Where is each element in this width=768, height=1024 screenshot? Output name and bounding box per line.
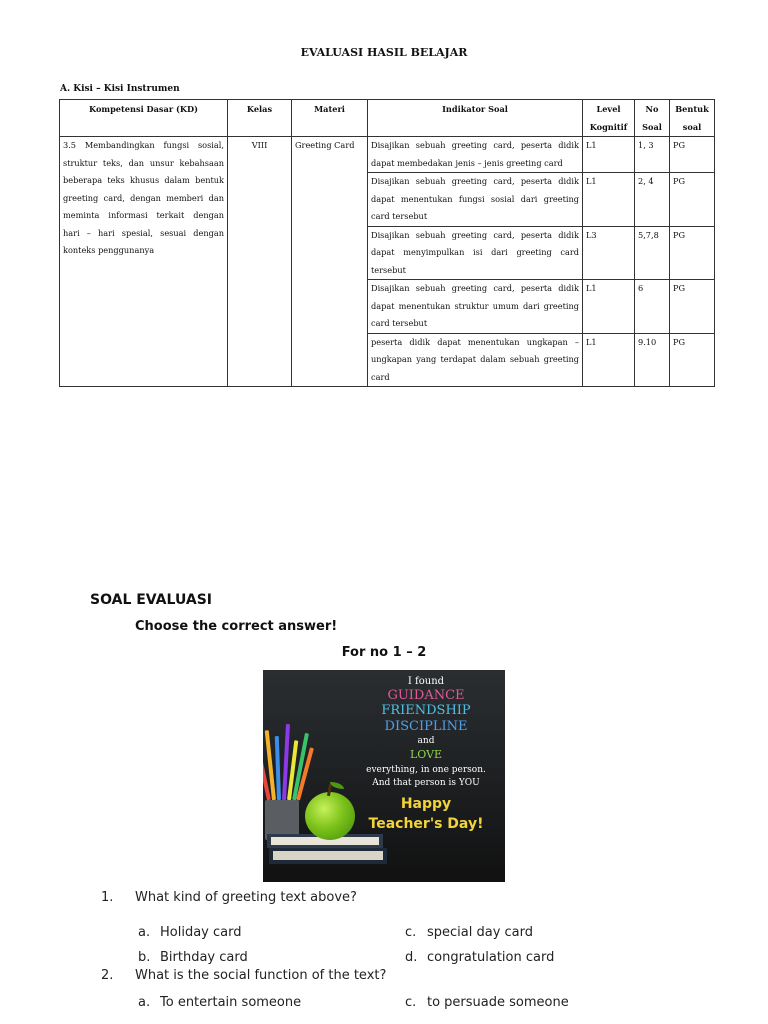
question-text: What is the social function of the text? bbox=[135, 968, 387, 983]
bentuk-cell: PG bbox=[670, 280, 715, 334]
card-line: And that person is YOU bbox=[372, 778, 480, 788]
option-text[interactable]: To entertain someone bbox=[160, 995, 302, 1010]
header-bentuk: Bentuk soal bbox=[670, 100, 715, 137]
no-soal-cell: 2, 4 bbox=[635, 173, 670, 227]
header-no-soal: No Soal bbox=[635, 100, 670, 137]
bentuk-cell: PG bbox=[670, 333, 715, 387]
apple bbox=[305, 792, 355, 840]
option-text[interactable]: to persuade someone bbox=[427, 995, 569, 1010]
no-soal-cell: 9.10 bbox=[635, 333, 670, 387]
indikator-cell: Disajikan sebuah greeting card, peserta didik dapat menentukan fungsi sosial dari greeting card tersebut bbox=[368, 173, 583, 227]
header-indikator: Indikator Soal bbox=[368, 100, 583, 137]
greeting-card-image bbox=[263, 670, 505, 882]
card-line: everything, in one person. bbox=[366, 765, 486, 775]
card-line: LOVE bbox=[409, 748, 443, 761]
level-cell: L1 bbox=[583, 173, 635, 227]
bentuk-cell: PG bbox=[670, 137, 715, 173]
option-text[interactable]: Holiday card bbox=[160, 925, 242, 940]
document-title: EVALUASI HASIL BELAJAR bbox=[300, 46, 468, 59]
indikator-cell: Disajikan sebuah greeting card, peserta didik dapat menentukan struktur umum dari greeting card tersebut bbox=[368, 280, 583, 334]
table-row bbox=[60, 137, 715, 173]
header-kd: Kompetensi Dasar (KD) bbox=[60, 100, 228, 137]
header-materi: Materi bbox=[292, 100, 368, 137]
option-letter: a. bbox=[138, 925, 151, 940]
card-line: GUIDANCE bbox=[387, 688, 465, 703]
header-level: Level Kognitif bbox=[583, 100, 635, 137]
kd-cell: 3.5 Membandingkan fungsi sosial, struktur teks, dan unsur kebahsaan beberapa teks khusus dalam bentuk greeting card, dengan memberi dan meminta informasi terkait dengan hari – hari spesial, sesuai dengan konteks penggunanya bbox=[60, 137, 228, 387]
question-number: 2. bbox=[101, 968, 114, 983]
card-line: DISCIPLINE bbox=[384, 719, 468, 734]
no-soal-cell: 6 bbox=[635, 280, 670, 334]
no-soal-cell: 5,7,8 bbox=[635, 226, 670, 280]
card-line: and bbox=[417, 736, 435, 746]
table-header-row bbox=[60, 100, 715, 137]
no-soal-cell: 1, 3 bbox=[635, 137, 670, 173]
bentuk-cell: PG bbox=[670, 226, 715, 280]
question-text: What kind of greeting text above? bbox=[135, 890, 357, 905]
option-letter: a. bbox=[138, 995, 151, 1010]
bentuk-cell: PG bbox=[670, 173, 715, 227]
kisi-instrumen-table bbox=[59, 99, 715, 387]
card-line: FRIENDSHIP bbox=[381, 703, 471, 718]
soal-title: SOAL EVALUASI bbox=[90, 592, 213, 608]
apple-leaf bbox=[330, 782, 344, 789]
pencil bbox=[275, 736, 281, 800]
materi-cell: Greeting Card bbox=[292, 137, 368, 387]
card-line: Happy bbox=[400, 796, 452, 812]
option-letter: c. bbox=[405, 995, 417, 1010]
option-letter: b. bbox=[138, 950, 151, 965]
card-line: I found bbox=[407, 676, 445, 687]
indikator-cell: Disajikan sebuah greeting card, peserta didik dapat membedakan jenis – jenis greeting card bbox=[368, 137, 583, 173]
kelas-cell: VIII bbox=[228, 137, 292, 387]
option-text[interactable]: Birthday card bbox=[160, 950, 248, 965]
level-cell: L3 bbox=[583, 226, 635, 280]
level-cell: L1 bbox=[583, 280, 635, 334]
indikator-cell: peserta didik dapat menentukan ungkapan – ungkapan yang terdapat dalam sebuah greeting card bbox=[368, 333, 583, 387]
for-no-label: For no 1 – 2 bbox=[341, 645, 427, 660]
option-text[interactable]: congratulation card bbox=[427, 950, 555, 965]
option-text[interactable]: special day card bbox=[427, 925, 534, 940]
level-cell: L1 bbox=[583, 333, 635, 387]
option-letter: d. bbox=[405, 950, 418, 965]
card-line: Teacher's Day! bbox=[368, 816, 484, 832]
option-letter: c. bbox=[405, 925, 417, 940]
instruction-text: Choose the correct answer! bbox=[135, 619, 338, 634]
question-number: 1. bbox=[101, 890, 114, 905]
section-a-heading: A. Kisi – Kisi Instrumen bbox=[60, 84, 180, 94]
level-cell: L1 bbox=[583, 137, 635, 173]
indikator-cell: Disajikan sebuah greeting card, peserta didik dapat menyimpulkan isi dari greeting card tersebut bbox=[368, 226, 583, 280]
header-kelas: Kelas bbox=[228, 100, 292, 137]
